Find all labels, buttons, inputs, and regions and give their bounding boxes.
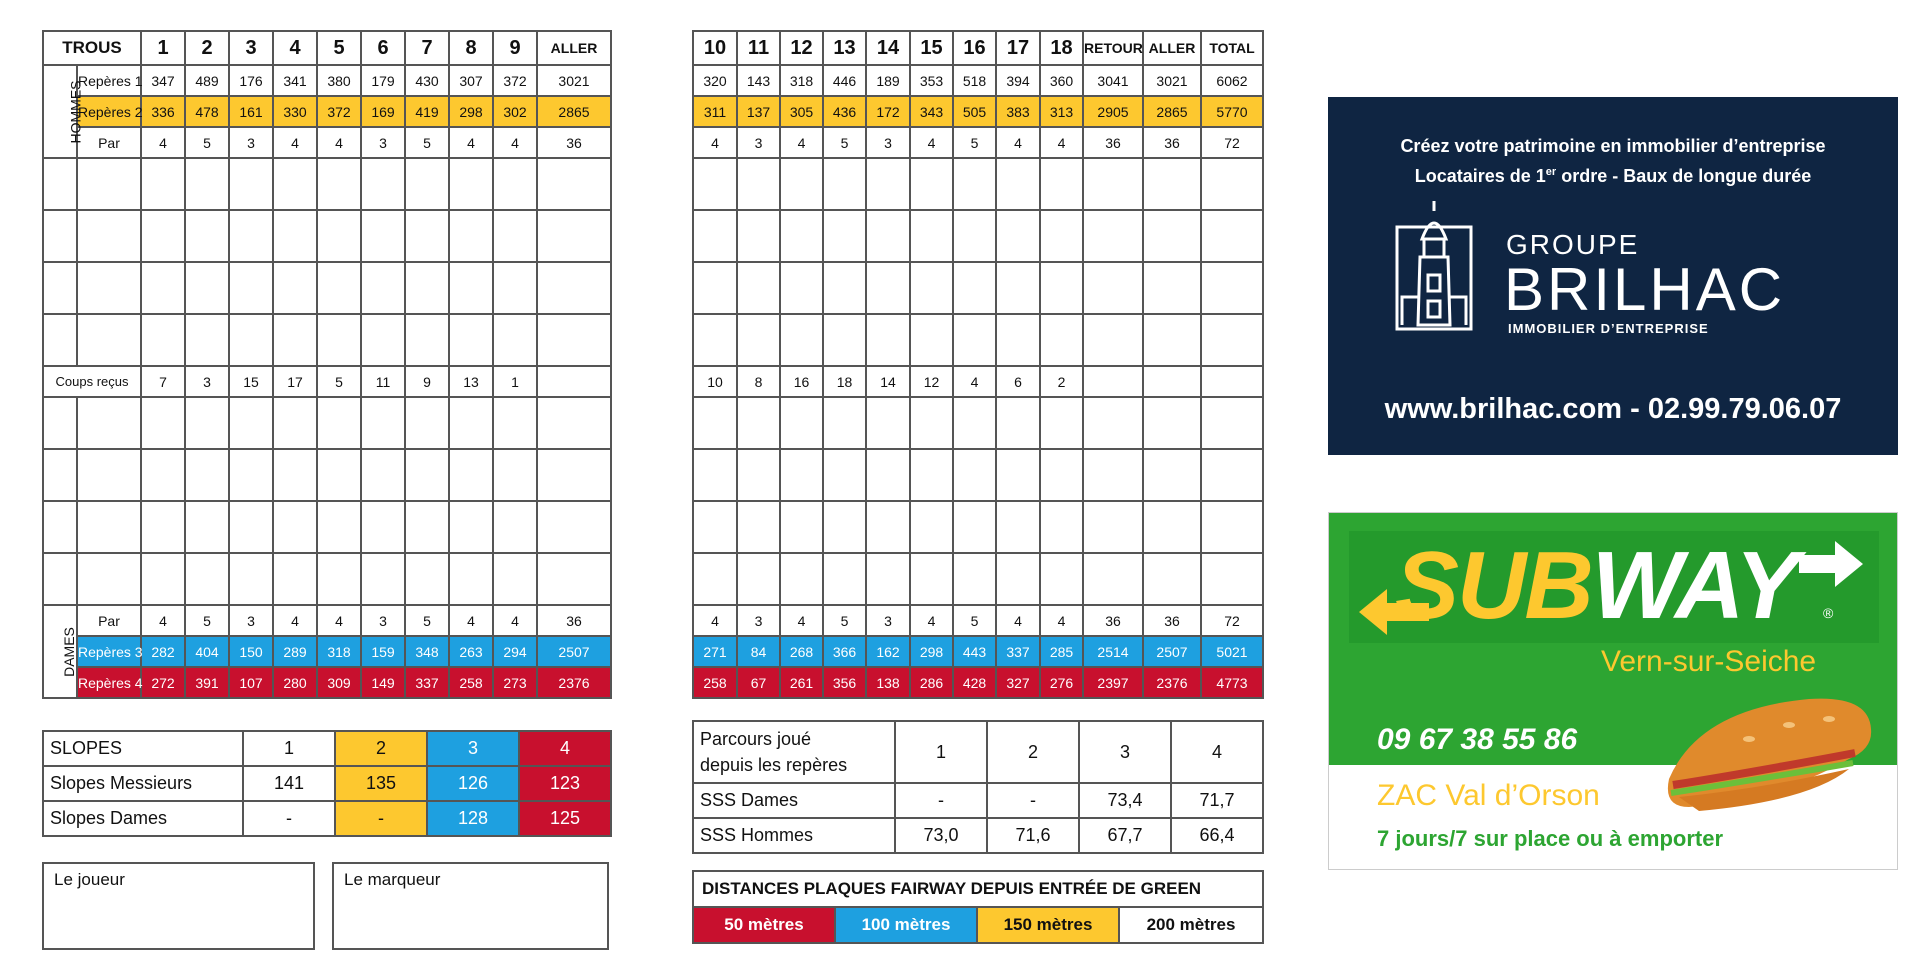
cell: 36: [537, 605, 611, 636]
header-hole: 7: [405, 31, 449, 65]
cell: [1083, 366, 1143, 397]
cell: 4773: [1201, 667, 1263, 698]
sss-table: [692, 720, 1264, 854]
front-header-row: [43, 31, 611, 65]
cell: 341: [273, 65, 317, 96]
cell: 189: [866, 65, 910, 96]
cell: 298: [449, 96, 493, 127]
cell: 2507: [537, 636, 611, 667]
blank-score-row: [693, 449, 1263, 501]
cell: 4: [493, 127, 537, 158]
cell: 3: [185, 366, 229, 397]
cell: 366: [823, 636, 866, 667]
back-row-par-dames: [693, 605, 1263, 636]
cell: 1: [243, 731, 335, 766]
cell: 3021: [1143, 65, 1201, 96]
header-hole: 4: [273, 31, 317, 65]
cell: 430: [405, 65, 449, 96]
cell: 4: [273, 127, 317, 158]
cell: 3: [229, 127, 273, 158]
cell: 6062: [1201, 65, 1263, 96]
distances-row: [693, 907, 1263, 943]
back-row-reperes1: [693, 65, 1263, 96]
cell: 149: [361, 667, 405, 698]
cell: 169: [361, 96, 405, 127]
cell: 73,4: [1079, 783, 1171, 818]
cell: 285: [1040, 636, 1083, 667]
label-sss-hommes: SSS Hommes: [693, 818, 895, 853]
cell: 258: [693, 667, 737, 698]
cell: 263: [449, 636, 493, 667]
blank-score-row: [43, 158, 611, 210]
subway-hours: 7 jours/7 sur place ou à emporter: [1377, 826, 1724, 851]
cell: 273: [493, 667, 537, 698]
cell: 2865: [537, 96, 611, 127]
cell: 123: [519, 766, 611, 801]
cell: 505: [953, 96, 996, 127]
cell: 5: [953, 605, 996, 636]
cell: 4: [693, 127, 737, 158]
back-header-row: [693, 31, 1263, 65]
cell: 4: [519, 731, 611, 766]
sandwich-icon: [1659, 689, 1879, 819]
cell: 18: [823, 366, 866, 397]
cell: 419: [405, 96, 449, 127]
label-reperes1: Repères 1: [77, 65, 141, 96]
cell: 2397: [1083, 667, 1143, 698]
front-row-par-dames: [43, 605, 611, 636]
brilhac-ad[interactable]: [1328, 97, 1898, 455]
cell: 2: [335, 731, 427, 766]
cell: 2376: [1143, 667, 1201, 698]
cell: 404: [185, 636, 229, 667]
cell: 280: [273, 667, 317, 698]
cell: -: [335, 801, 427, 836]
subway-logo: SUBWAY: [1395, 532, 1798, 639]
sss-header-line1: Parcours joué: [700, 729, 812, 749]
cell: 436: [823, 96, 866, 127]
cell: 15: [229, 366, 273, 397]
cell: 3: [229, 605, 273, 636]
front-row-reperes4: [43, 667, 611, 698]
blank-score-row: [693, 553, 1263, 605]
cell: 4: [141, 127, 185, 158]
cell: 67: [737, 667, 780, 698]
header-retour: RETOUR: [1083, 31, 1143, 65]
brilhac-name: BRILHAC: [1504, 256, 1786, 323]
cell: 272: [141, 667, 185, 698]
slopes-title: SLOPES: [43, 731, 243, 766]
cell: 36: [537, 127, 611, 158]
cell: 372: [493, 65, 537, 96]
distances-title: DISTANCES PLAQUES FAIRWAY DEPUIS ENTRÉE DE GREEN: [693, 871, 1263, 907]
cell: 2376: [537, 667, 611, 698]
cell: 302: [493, 96, 537, 127]
cell: 135: [335, 766, 427, 801]
scorecard-front: [42, 30, 612, 699]
label-reperes3: Repères 3: [77, 636, 141, 667]
cell: 150: [229, 636, 273, 667]
cell: 66,4: [1171, 818, 1263, 853]
cell: 4: [317, 127, 361, 158]
blank-score-row: [43, 314, 611, 366]
label-reperes4: Repères 4: [77, 667, 141, 698]
back-row-coups: [693, 366, 1263, 397]
cell: 72: [1201, 605, 1263, 636]
distance-150: 150 mètres: [977, 907, 1119, 943]
cell: 391: [185, 667, 229, 698]
cell: 5: [185, 127, 229, 158]
cell: 8: [737, 366, 780, 397]
cell: 3: [866, 127, 910, 158]
blank-score-row: [693, 314, 1263, 366]
cell: 4: [693, 605, 737, 636]
front-row-par: [43, 127, 611, 158]
cell: 36: [1083, 127, 1143, 158]
cell: 4: [910, 605, 953, 636]
cell: 172: [866, 96, 910, 127]
joueur-label: Le joueur: [54, 870, 125, 889]
cell: 141: [243, 766, 335, 801]
cell: -: [243, 801, 335, 836]
cell: 17: [273, 366, 317, 397]
cell: [537, 366, 611, 397]
cell: 394: [996, 65, 1040, 96]
slopes-table: [42, 730, 612, 837]
blank-score-row: [693, 397, 1263, 449]
slopes-messieurs-row: [43, 766, 611, 801]
subway-arrow-right-icon: [1799, 539, 1863, 589]
back-row-par: [693, 127, 1263, 158]
header-trous: TROUS: [43, 31, 141, 65]
header-hole: 1: [141, 31, 185, 65]
front-row-reperes3: [43, 636, 611, 667]
joueur-box[interactable]: [42, 862, 315, 950]
blank-score-row: [43, 449, 611, 501]
sss-header-row: [693, 721, 1263, 783]
brilhac-subtitle: IMMOBILIER D’ENTREPRISE: [1508, 321, 1709, 336]
cell: 298: [910, 636, 953, 667]
cell: 4: [1040, 605, 1083, 636]
cell: 289: [273, 636, 317, 667]
cell: 518: [953, 65, 996, 96]
cell: 72: [1201, 127, 1263, 158]
cell: 12: [910, 366, 953, 397]
cell: 3: [1079, 721, 1171, 783]
cell: 16: [780, 366, 823, 397]
cell: 162: [866, 636, 910, 667]
cell: 2865: [1143, 96, 1201, 127]
cell: 7: [141, 366, 185, 397]
marqueur-label: Le marqueur: [344, 870, 441, 889]
cell: 360: [1040, 65, 1083, 96]
cell: 307: [449, 65, 493, 96]
cell: 337: [996, 636, 1040, 667]
dames-label: DAMES: [43, 605, 77, 698]
cell: 5770: [1201, 96, 1263, 127]
header-hole: 14: [866, 31, 910, 65]
cell: -: [987, 783, 1079, 818]
cell: 4: [996, 127, 1040, 158]
brilhac-tagline-1: Créez votre patrimoine en immobilier d’entreprise: [1400, 136, 1826, 156]
label-sss-dames: SSS Dames: [693, 783, 895, 818]
blank-score-row: [43, 262, 611, 314]
cell: 271: [693, 636, 737, 667]
distances-table: [692, 870, 1264, 944]
blank-score-row: [693, 501, 1263, 553]
cell: 294: [493, 636, 537, 667]
label-slopes-dames: Slopes Dames: [43, 801, 243, 836]
distance-200: 200 mètres: [1119, 907, 1263, 943]
cell: 1: [493, 366, 537, 397]
cell: 372: [317, 96, 361, 127]
cell: 318: [317, 636, 361, 667]
cell: -: [895, 783, 987, 818]
cell: 84: [737, 636, 780, 667]
header-hole: 13: [823, 31, 866, 65]
cell: 347: [141, 65, 185, 96]
cell: 67,7: [1079, 818, 1171, 853]
sss-dames-row: [693, 783, 1263, 818]
cell: 2: [1040, 366, 1083, 397]
cell: 14: [866, 366, 910, 397]
front-row-reperes1: [43, 65, 611, 96]
cell: 305: [780, 96, 823, 127]
header-hole: 5: [317, 31, 361, 65]
label-par: Par: [77, 127, 141, 158]
cell: 258: [449, 667, 493, 698]
header-hole: 12: [780, 31, 823, 65]
cell: 5: [823, 605, 866, 636]
cell: 179: [361, 65, 405, 96]
cell: 36: [1143, 605, 1201, 636]
cell: 5: [405, 127, 449, 158]
cell: 107: [229, 667, 273, 698]
subway-registered: ®: [1823, 605, 1834, 621]
header-total: TOTAL: [1201, 31, 1263, 65]
cell: 380: [317, 65, 361, 96]
cell: 126: [427, 766, 519, 801]
label-par-dames: Par: [77, 605, 141, 636]
cell: 336: [141, 96, 185, 127]
cell: 143: [737, 65, 780, 96]
cell: 313: [1040, 96, 1083, 127]
cell: 3021: [537, 65, 611, 96]
cell: 286: [910, 667, 953, 698]
cell: 383: [996, 96, 1040, 127]
cell: 4: [141, 605, 185, 636]
cell: 4: [449, 127, 493, 158]
cell: 2514: [1083, 636, 1143, 667]
cell: 137: [737, 96, 780, 127]
header-hole: 16: [953, 31, 996, 65]
cell: 176: [229, 65, 273, 96]
header-hole: 10: [693, 31, 737, 65]
cell: 2: [987, 721, 1079, 783]
cell: 5: [823, 127, 866, 158]
front-row-reperes2: [43, 96, 611, 127]
front-row-coups: [43, 366, 611, 397]
back-row-reperes3: [693, 636, 1263, 667]
sss-header-line2: depuis les repères: [700, 755, 848, 775]
header-hole: 3: [229, 31, 273, 65]
cell: 4: [780, 127, 823, 158]
cell: 337: [405, 667, 449, 698]
cell: 343: [910, 96, 953, 127]
blank-score-row: [693, 262, 1263, 314]
cell: 2507: [1143, 636, 1201, 667]
cell: 3: [866, 605, 910, 636]
cell: 4: [996, 605, 1040, 636]
blank-score-row: [43, 210, 611, 262]
cell: 3: [427, 731, 519, 766]
distance-100: 100 mètres: [835, 907, 977, 943]
cell: 320: [693, 65, 737, 96]
cell: 4: [1171, 721, 1263, 783]
back-row-reperes2: [693, 96, 1263, 127]
header-hole: 6: [361, 31, 405, 65]
cell: 489: [185, 65, 229, 96]
cell: 268: [780, 636, 823, 667]
cell: 5: [185, 605, 229, 636]
label-coups-recus: Coups reçus: [43, 366, 141, 397]
subway-ad[interactable]: [1328, 512, 1898, 870]
cell: 353: [910, 65, 953, 96]
cell: 3: [361, 127, 405, 158]
back-row-reperes4: [693, 667, 1263, 698]
subway-phone[interactable]: 09 67 38 55 86: [1377, 723, 1578, 756]
cell: 5: [317, 366, 361, 397]
cell: 2905: [1083, 96, 1143, 127]
header-hole: 11: [737, 31, 780, 65]
sss-hommes-row: [693, 818, 1263, 853]
header-hole: 8: [449, 31, 493, 65]
cell: 327: [996, 667, 1040, 698]
cell: 5: [953, 127, 996, 158]
cell: 4: [449, 605, 493, 636]
header-hole: 15: [910, 31, 953, 65]
blank-score-row: [43, 553, 611, 605]
header-aller: ALLER: [537, 31, 611, 65]
blank-score-row: [43, 501, 611, 553]
cell: 3: [737, 605, 780, 636]
cell: 356: [823, 667, 866, 698]
header-aller: ALLER: [1143, 31, 1201, 65]
header-hole: 18: [1040, 31, 1083, 65]
cell: 4: [317, 605, 361, 636]
cell: 309: [317, 667, 361, 698]
distances-title-row: [693, 871, 1263, 907]
blank-score-row: [43, 397, 611, 449]
hommes-label: HOMMES: [43, 65, 77, 158]
cell: 73,0: [895, 818, 987, 853]
sss-header-label: [693, 721, 895, 783]
cell: 5: [405, 605, 449, 636]
cell: 1: [895, 721, 987, 783]
cell: 5021: [1201, 636, 1263, 667]
marqueur-box[interactable]: [332, 862, 609, 950]
cell: 4: [780, 605, 823, 636]
cell: 71,7: [1171, 783, 1263, 818]
cell: 138: [866, 667, 910, 698]
distance-50: 50 mètres: [693, 907, 835, 943]
cell: 478: [185, 96, 229, 127]
label-slopes-messieurs: Slopes Messieurs: [43, 766, 243, 801]
brilhac-groupe: GROUPE: [1506, 229, 1640, 260]
header-hole: 9: [493, 31, 537, 65]
cell: 330: [273, 96, 317, 127]
blank-score-row: [693, 158, 1263, 210]
cell: 261: [780, 667, 823, 698]
cell: 128: [427, 801, 519, 836]
cell: 348: [405, 636, 449, 667]
cell: 71,6: [987, 818, 1079, 853]
cell: 13: [449, 366, 493, 397]
cell: 36: [1143, 127, 1201, 158]
subway-town: Vern-sur-Seiche: [1601, 645, 1817, 678]
cell: 443: [953, 636, 996, 667]
cell: 311: [693, 96, 737, 127]
header-hole: 17: [996, 31, 1040, 65]
slopes-dames-row: [43, 801, 611, 836]
brilhac-contact[interactable]: www.brilhac.com - 02.99.79.06.07: [1384, 393, 1842, 425]
cell: 282: [141, 636, 185, 667]
header-hole: 2: [185, 31, 229, 65]
cell: 159: [361, 636, 405, 667]
cell: 428: [953, 667, 996, 698]
cell: 4: [953, 366, 996, 397]
scorecard-back: [692, 30, 1264, 699]
brilhac-tagline-2: Locataires de 1er ordre - Baux de longue durée: [1414, 166, 1812, 186]
cell: 161: [229, 96, 273, 127]
blank-score-row: [693, 210, 1263, 262]
slopes-header-row: [43, 731, 611, 766]
cell: [1201, 366, 1263, 397]
cell: 3: [737, 127, 780, 158]
label-reperes2: Repères 2: [77, 96, 141, 127]
cell: 3041: [1083, 65, 1143, 96]
cell: 4: [273, 605, 317, 636]
cell: 4: [1040, 127, 1083, 158]
cell: 4: [910, 127, 953, 158]
cell: 276: [1040, 667, 1083, 698]
subway-zac: ZAC Val d’Orson: [1377, 779, 1600, 812]
cell: 10: [693, 366, 737, 397]
cell: 446: [823, 65, 866, 96]
cell: 3: [361, 605, 405, 636]
cell: 4: [493, 605, 537, 636]
cell: 6: [996, 366, 1040, 397]
cell: 9: [405, 366, 449, 397]
cell: 318: [780, 65, 823, 96]
cell: 125: [519, 801, 611, 836]
cell: 11: [361, 366, 405, 397]
cell: [1143, 366, 1201, 397]
chateau-tower-icon: [1394, 197, 1474, 332]
cell: 36: [1083, 605, 1143, 636]
